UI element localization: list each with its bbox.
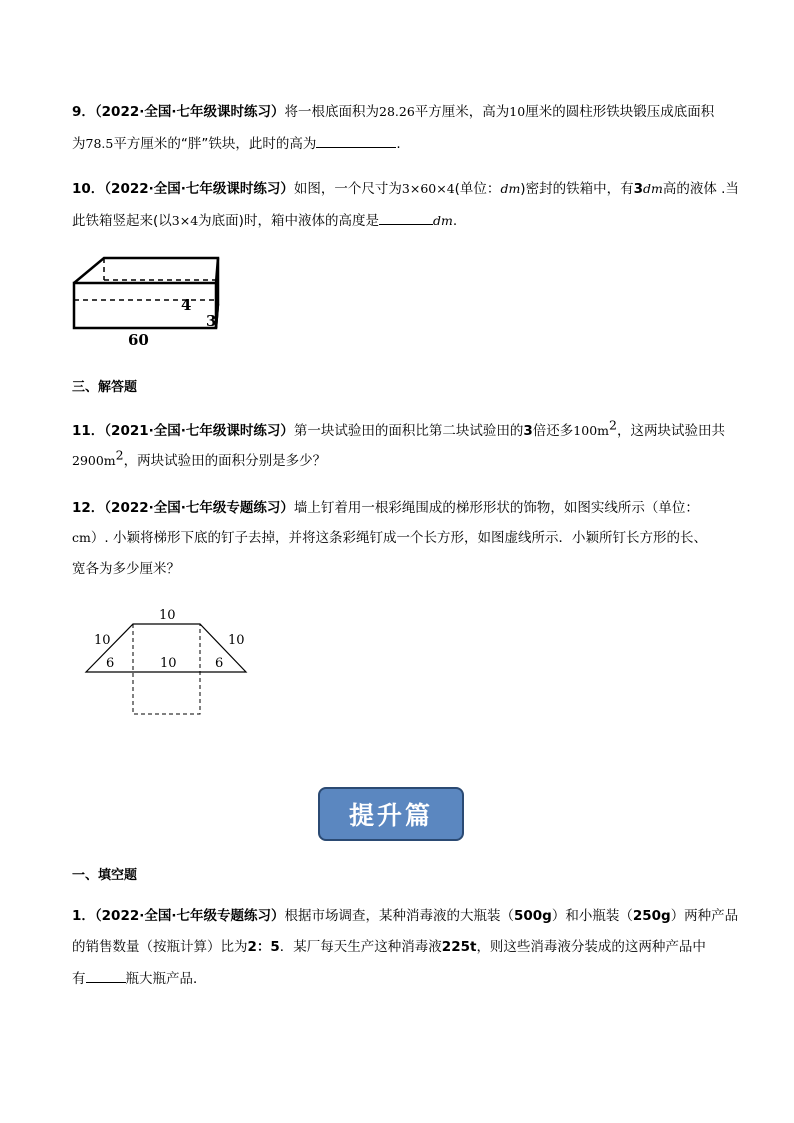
question-source-tag: （2021·全国·七年级课时练习） (104, 423, 294, 439)
section-heading-answers: 三、解答题 (72, 380, 138, 395)
math-unit: cm (72, 530, 91, 545)
question-number: 11． (72, 423, 105, 439)
left-side-label: 10 (94, 633, 111, 648)
question-text: ，这两块试验田共 (616, 423, 725, 439)
question-10-line-1 (72, 180, 739, 198)
answer-blank[interactable] (379, 211, 433, 225)
math-unit: dm (500, 181, 521, 196)
question-number: 9． (72, 104, 95, 120)
math-value: 3 (633, 181, 643, 197)
question-text: ）和小瓶装（ (551, 908, 633, 924)
question-number: 12． (72, 500, 105, 516)
question-1-line-3 (72, 969, 732, 988)
question-12-line-1 (72, 499, 732, 517)
question-text: (单位： (454, 181, 501, 197)
question-text: . (452, 213, 458, 229)
question-source-tag: （2022·全国·七年级课时练习） (104, 181, 294, 197)
math-value: 2900m (72, 453, 116, 468)
math-value: 28.26 (379, 104, 415, 119)
question-source-tag: （2022·全国·七年级专题练习） (104, 500, 294, 516)
question-text: 墙上钉着用一根彩绳围成的梯形形状的饰物，如图实线所示（单位： (293, 500, 699, 516)
question-text: 根据市场调查，某种消毒液的大瓶装（ (284, 908, 514, 924)
height-label: 4 (181, 296, 192, 314)
box-front-face (74, 283, 216, 328)
math-value: 500g (514, 908, 552, 924)
box-figure (68, 250, 228, 350)
question-text: 的销售数量（按瓶计算）比为 (72, 939, 248, 955)
math-value: 225t (441, 939, 477, 955)
trapezoid-figure (80, 600, 260, 720)
question-text: ，两块试验田的面积分别是多少？ (123, 453, 327, 469)
answer-blank[interactable] (86, 969, 126, 983)
math-value: 250g (632, 908, 671, 924)
question-text: 高的液体 .当 (662, 181, 739, 197)
math-value: 3×4 (171, 213, 199, 228)
question-text: 平方厘米，高为 (414, 104, 510, 120)
question-12-line-3 (72, 560, 732, 578)
question-9-line-2 (72, 134, 732, 153)
question-text: 此铁箱竖起来(以 (72, 213, 172, 229)
question-text: 将一根底面积为 (284, 104, 379, 120)
math-value: 78.5 (85, 136, 114, 151)
question-11-line-2 (72, 447, 732, 470)
question-10-line-2 (72, 211, 732, 230)
question-text: 宽各为多少厘米？ (72, 561, 180, 577)
question-text: 厘米的圆柱形铁块锻压成底面积 (525, 104, 715, 120)
bottom-right-label: 6 (215, 656, 224, 671)
bottom-left-label: 6 (106, 656, 115, 671)
math-value: 3×60×4 (401, 181, 455, 196)
question-text: )密封的铁箱中，有 (520, 181, 634, 197)
question-text: ，则这些消毒液分装成的这两种产品中 (476, 939, 706, 955)
length-label: 60 (128, 331, 149, 349)
math-unit: dm (642, 181, 663, 196)
answer-blank[interactable] (316, 134, 396, 148)
math-value: 3 (523, 423, 533, 439)
math-value: 100m (573, 423, 610, 438)
question-text: 为 (72, 136, 86, 152)
question-1-line-1 (72, 907, 739, 925)
question-text: ）两种产品 (670, 908, 739, 924)
question-text: 平方厘米的“胖”铁块，此时的高为 (113, 136, 317, 152)
question-number: 1． (72, 908, 95, 924)
depth-label: 3 (206, 312, 217, 330)
question-1-line-2 (72, 938, 732, 956)
question-9-line-1 (72, 103, 732, 121)
question-12-line-2 (72, 529, 732, 547)
level-banner: 提升篇 (318, 787, 464, 841)
question-text: 有 (72, 971, 86, 987)
question-text: ．某厂每天生产这种消毒液 (279, 939, 442, 955)
math-superscript: 2 (609, 417, 617, 433)
right-side-label: 10 (228, 633, 245, 648)
math-unit: dm (432, 213, 453, 228)
question-number: 10． (72, 181, 105, 197)
question-text: . (396, 136, 401, 152)
math-superscript: 2 (115, 447, 124, 463)
question-text: 为底面)时，箱中液体的高度是 (198, 213, 379, 229)
question-text: ）. 小颖将梯形下底的钉子去掉，并将这条彩绳钉成一个长方形，如图虚线所示．小颖所钉长方形的长、 (90, 530, 707, 546)
question-11-line-1 (72, 417, 732, 440)
top-length-label: 10 (159, 608, 176, 623)
section-heading-fill-in: 一、填空题 (72, 868, 138, 883)
question-text: 倍还多 (532, 423, 574, 439)
question-source-tag: （2022·全国·七年级专题练习） (94, 908, 285, 924)
question-source-tag: （2022·全国·七年级课时练习） (94, 104, 285, 120)
question-text: 瓶大瓶产品． (125, 971, 207, 987)
bottom-middle-label: 10 (160, 656, 177, 671)
question-text: 如图，一个尺寸为 (293, 181, 402, 197)
question-text: 第一块试验田的面积比第二块试验田的 (293, 423, 524, 439)
math-value: 10 (509, 104, 526, 119)
math-value: 2：5 (247, 939, 280, 955)
box-top-edges (74, 258, 218, 328)
